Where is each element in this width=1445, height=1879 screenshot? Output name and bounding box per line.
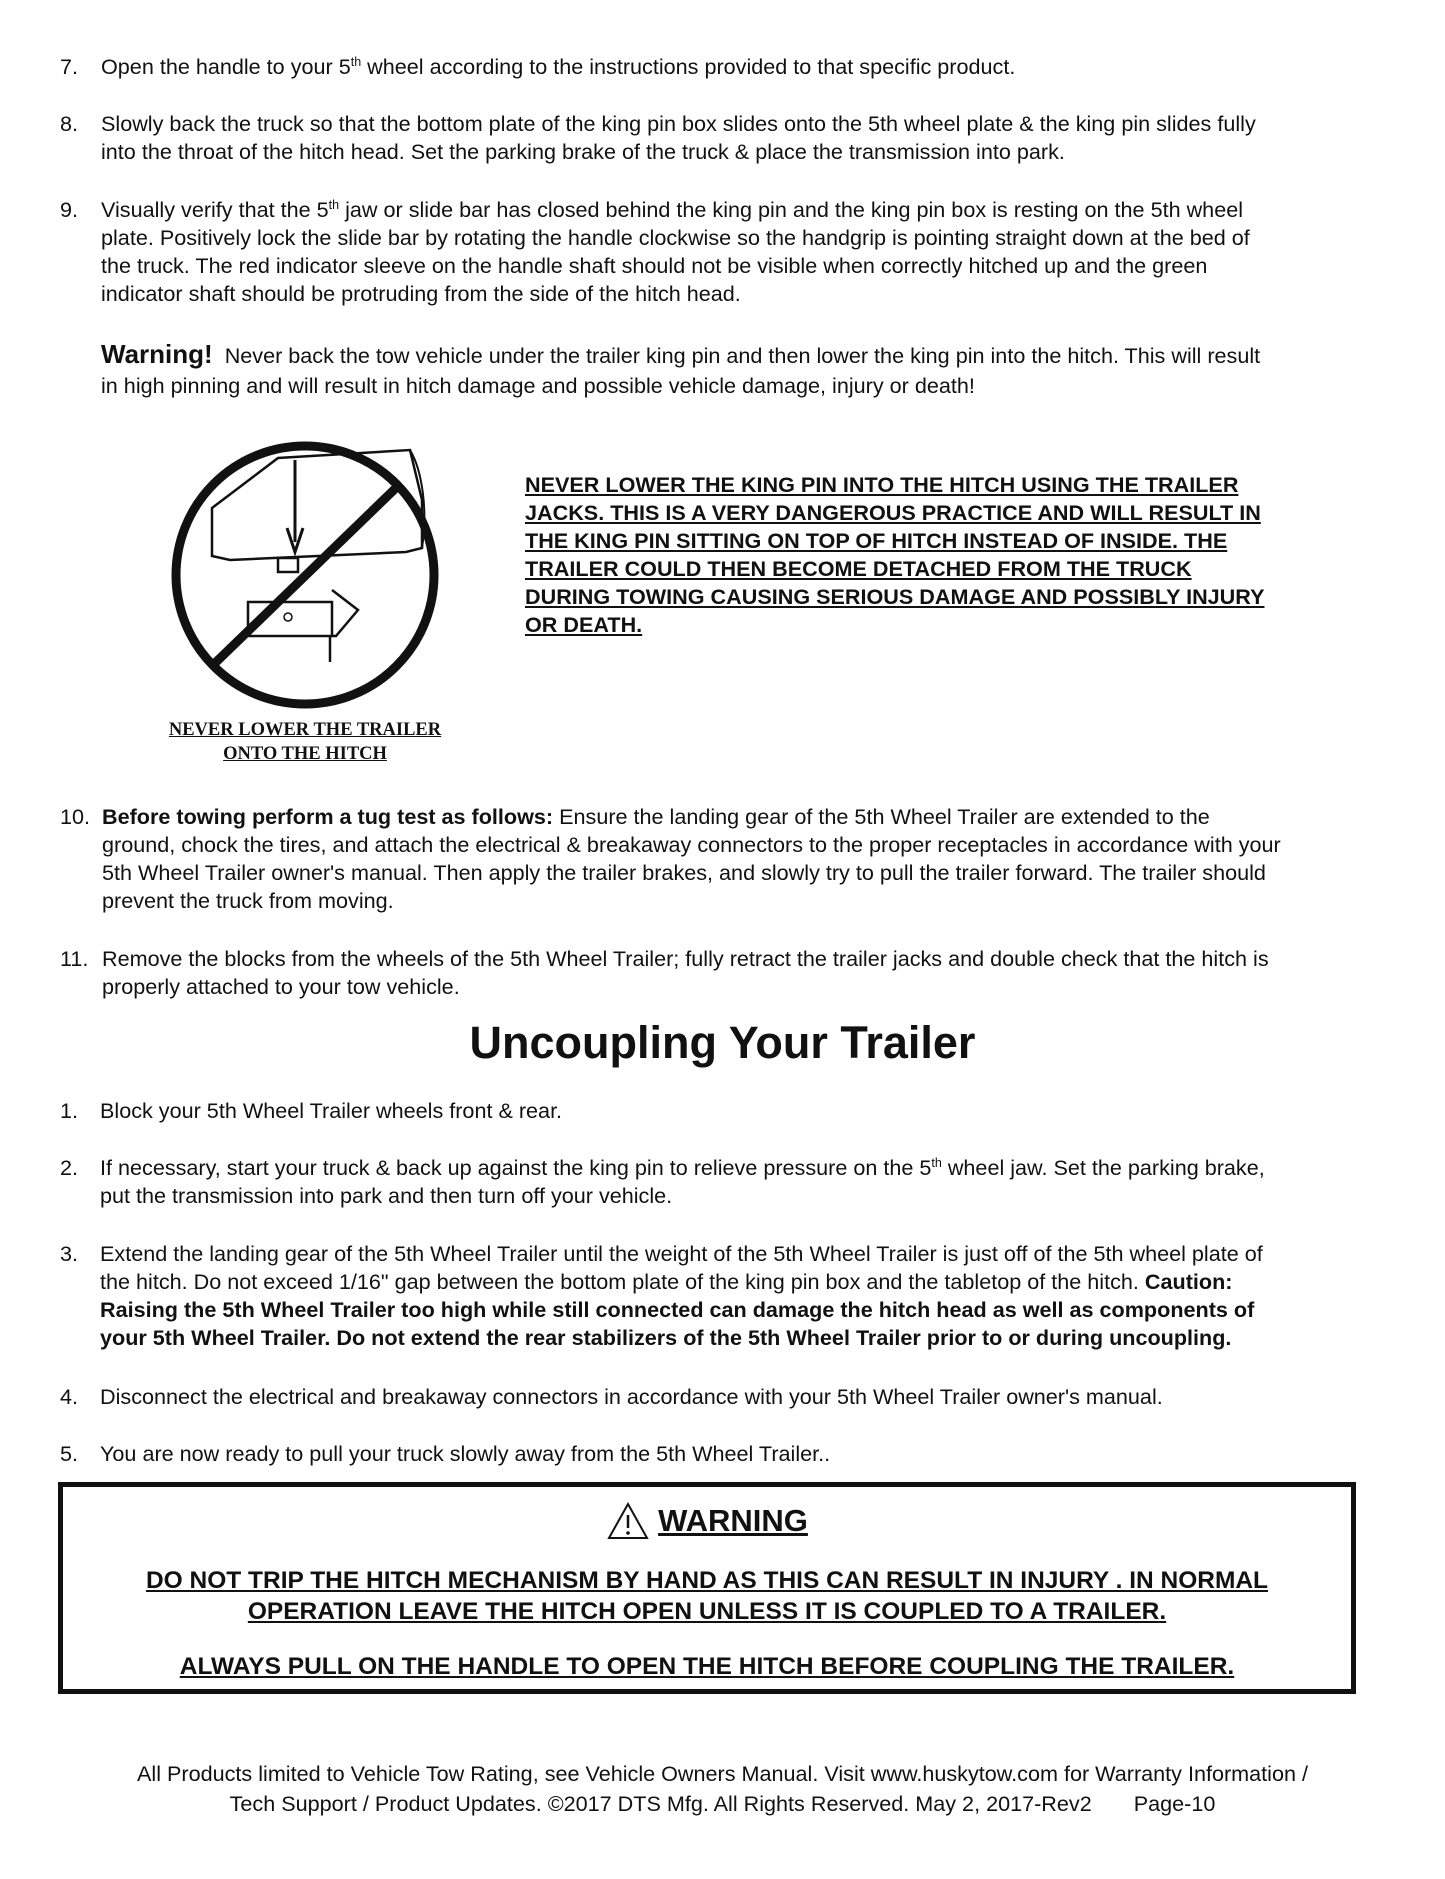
- step-number: 4.: [60, 1384, 79, 1409]
- step-number: 1.: [60, 1098, 79, 1123]
- no-lowering-icon: [160, 430, 450, 720]
- step-number: 5.: [60, 1441, 79, 1466]
- warning-line: ALWAYS PULL ON THE HANDLE TO OPEN THE HITCH BEFORE COUPLING THE TRAILER.: [179, 1653, 1235, 1680]
- step-text: properly attached to your tow vehicle.: [102, 974, 460, 999]
- illustration-caption: NEVER LOWER THE TRAILER ONTO THE HITCH: [168, 720, 442, 764]
- step-text: You are now ready to pull your truck slowly away from the 5th Wheel Trailer..: [100, 1441, 831, 1466]
- section-title: Uncoupling Your Trailer: [469, 1017, 976, 1068]
- warning-label: Warning!: [101, 339, 213, 369]
- step-text: ground, chock the tires, and attach the electrical & breakaway connectors to the proper receptacles in accordance with your: [102, 832, 1281, 857]
- step-text: plate. Positively lock the slide bar by rotating the handle clockwise so the handgrip is pointing straight down at the bed of: [101, 225, 1250, 250]
- step-text: Extend the landing gear of the 5th Wheel Trailer until the weight of the 5th Wheel Trailer is just off of the 5th wheel plate of: [100, 1241, 1263, 1266]
- step-text: Before towing perform a tug test as follows: Ensure the landing gear of the 5th Wheel Trailer are extended to the: [102, 804, 1210, 829]
- step-number: 7.: [60, 54, 79, 79]
- warning-line: DO NOT TRIP THE HITCH MECHANISM BY HAND AS THIS CAN RESULT IN INJURY . IN NORMAL: [145, 1567, 1269, 1594]
- warning-title: WARNING: [658, 1503, 808, 1538]
- step-text: Open the handle to your 5th wheel according to the instructions provided to that specific product.: [101, 54, 1016, 79]
- page-number: Page-10: [1133, 1791, 1216, 1816]
- step-text: Slowly back the truck so that the bottom plate of the king pin box slides onto the 5th wheel plate & the king pin slides fully: [101, 111, 1256, 136]
- step-number: 2.: [60, 1155, 79, 1180]
- step-text: Remove the blocks from the wheels of the 5th Wheel Trailer; fully retract the trailer jacks and double check that the hitch is: [102, 946, 1269, 971]
- warning-triangle-icon: [606, 1501, 650, 1541]
- caution-text: Raising the 5th Wheel Trailer too high while still connected can damage the hitch head as well as components of: [100, 1297, 1255, 1322]
- warning-text: in high pinning and will result in hitch damage and possible vehicle damage, injury or death!: [101, 373, 975, 398]
- warning-box: [58, 1482, 1356, 1694]
- step-text: If necessary, start your truck & back up against the king pin to relieve pressure on the 5th wheel jaw. Set the parking brake,: [100, 1155, 1265, 1180]
- step-text: put the transmission into park and then turn off your vehicle.: [100, 1183, 673, 1208]
- step-text: Disconnect the electrical and breakaway connectors in accordance with your 5th Wheel Trailer owner's manual.: [100, 1384, 1163, 1409]
- step-text: Block your 5th Wheel Trailer wheels front & rear.: [100, 1098, 563, 1123]
- step-number: 9.: [60, 197, 79, 222]
- caution-text: your 5th Wheel Trailer. Do not extend the rear stabilizers of the 5th Wheel Trailer prior to or during uncoupling.: [100, 1325, 1232, 1350]
- step-text: the hitch. Do not exceed 1/16" gap between the bottom plate of the king pin box and the tabletop of the hitch. Caution:: [100, 1269, 1233, 1294]
- step-number: 3.: [60, 1241, 79, 1266]
- step-number: 11.: [60, 946, 89, 971]
- step-text: prevent the truck from moving.: [102, 888, 394, 913]
- step-number: 10.: [60, 804, 91, 829]
- step-text: into the throat of the hitch head. Set the parking brake of the truck & place the transmission into park.: [101, 139, 1065, 164]
- footer: All Products limited to Vehicle Tow Rating, see Vehicle Owners Manual. Visit www.huskytow.com for Warranty Information / Tech Support / Product Updates. ©2017 DTS Mfg. All Rights Reserved. May 2, 2017-Rev2 Page-10: [137, 1761, 1308, 1816]
- step-text: the truck. The red indicator sleeve on the handle shaft should not be visible when correctly hitched up and the green: [101, 253, 1208, 278]
- warning-text: Never back the tow vehicle under the trailer king pin and then lower the king pin into the hitch. This will result: [224, 343, 1261, 368]
- warning-line: OPERATION LEAVE THE HITCH OPEN UNLESS IT IS COUPLED TO A TRAILER.: [247, 1598, 1167, 1625]
- step-number: 8.: [60, 111, 79, 136]
- step-text: Visually verify that the 5th jaw or slide bar has closed behind the king pin and the king pin box is resting on the 5th wheel: [101, 197, 1244, 222]
- step-text: 5th Wheel Trailer owner's manual. Then apply the trailer brakes, and slowly try to pull the trailer forward. The trailer should: [102, 860, 1266, 885]
- step-text: indicator shaft should be protruding from the side of the hitch head.: [101, 281, 741, 306]
